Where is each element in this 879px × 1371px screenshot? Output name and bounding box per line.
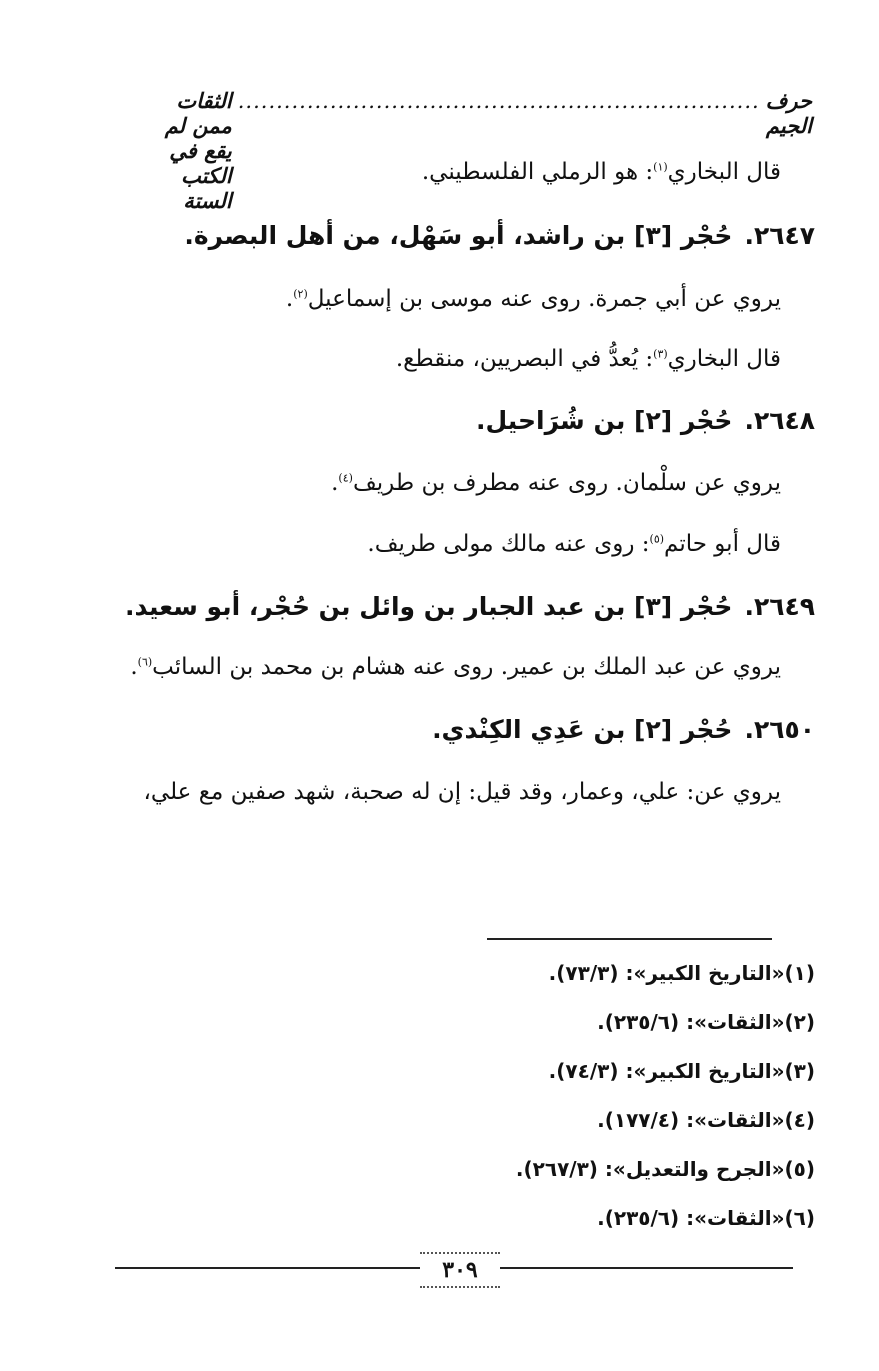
page-number: ٣٠٩ — [420, 1252, 500, 1288]
entry-number: ٢٦٤٧. — [744, 221, 815, 250]
footnote: (٥)«الجرح والتعديل»: (٢٦٧/٣). — [515, 1157, 815, 1181]
footnote: (١)«التاريخ الكبير»: (٧٣/٣). — [548, 961, 815, 985]
entry-number: ٢٦٥٠. — [744, 715, 815, 744]
entry-heading — [125, 589, 815, 625]
entry-number: ٢٦٤٩. — [744, 592, 815, 621]
body-line: يروي عن عبد الملك بن عمير. روى عنه هشام بن محمد بن السائب$^{(٦)}$. — [130, 654, 781, 680]
entry-title: حُجْر [٣] بن عبد الجبار بن وائل بن حُجْر، أبو سعيد. — [125, 592, 733, 621]
footnote-ref: (٢) — [293, 287, 308, 301]
entry-heading — [432, 712, 815, 748]
entry-heading — [476, 403, 815, 439]
entry-heading — [184, 218, 815, 254]
body-line: يروي عن: علي، وعمار، وقد قيل: إن له صحبة، شهد صفين مع علي، — [143, 779, 781, 805]
header-book-title: الثقات ممن لم يقع في الكتب الستة — [164, 88, 232, 213]
footnote: (٤)«الثقات»: (١٧٧/٤). — [597, 1108, 815, 1132]
body-line: قال البخاري$^{(١)}$: هو الرملي الفلسطيني. — [421, 159, 781, 185]
footer-rule-right — [500, 1267, 793, 1269]
body-line: يروي عن سلْمان. روى عنه مطرف بن طريف$^{(٤)}$. — [331, 470, 781, 496]
footnote-separator — [487, 938, 772, 940]
header-dot-leader: .................................................................... — [237, 89, 760, 113]
entry-number: ٢٦٤٨. — [744, 406, 815, 435]
entry-title: حُجْر [٢] بن شُرَاحيل. — [476, 406, 733, 435]
footnote-ref: (٣) — [653, 347, 668, 361]
body-line: قال البخاري$^{(٣)}$: يُعدُّ في البصريين، منقطع. — [395, 346, 781, 372]
body-line: قال أبو حاتم$^{(٥)}$: روى عنه مالك مولى طريف. — [367, 531, 781, 557]
header-chapter: حرف الجيم — [765, 88, 812, 138]
body-line: يروي عن أبي جمرة. روى عنه موسى بن إسماعيل$^{(٢)}$. — [285, 286, 781, 312]
footnote-ref: (٦) — [137, 655, 153, 669]
footnote-ref: (١) — [653, 160, 668, 174]
footnote-ref: (٤) — [338, 471, 353, 485]
entry-title: حُجْر [٣] بن راشد، أبو سَهْل، من أهل البصرة. — [184, 221, 733, 250]
footnote: (٢)«الثقات»: (٢٣٥/٦). — [597, 1010, 815, 1034]
entry-title: حُجْر [٢] بن عَدِي الكِنْدي. — [432, 715, 733, 744]
footnote: (٦)«الثقات»: (٢٣٥/٦). — [597, 1206, 815, 1230]
footer-rule-left — [115, 1267, 420, 1269]
footnote: (٣)«التاريخ الكبير»: (٧٤/٣). — [548, 1059, 815, 1083]
footnote-ref: (٥) — [649, 532, 665, 546]
